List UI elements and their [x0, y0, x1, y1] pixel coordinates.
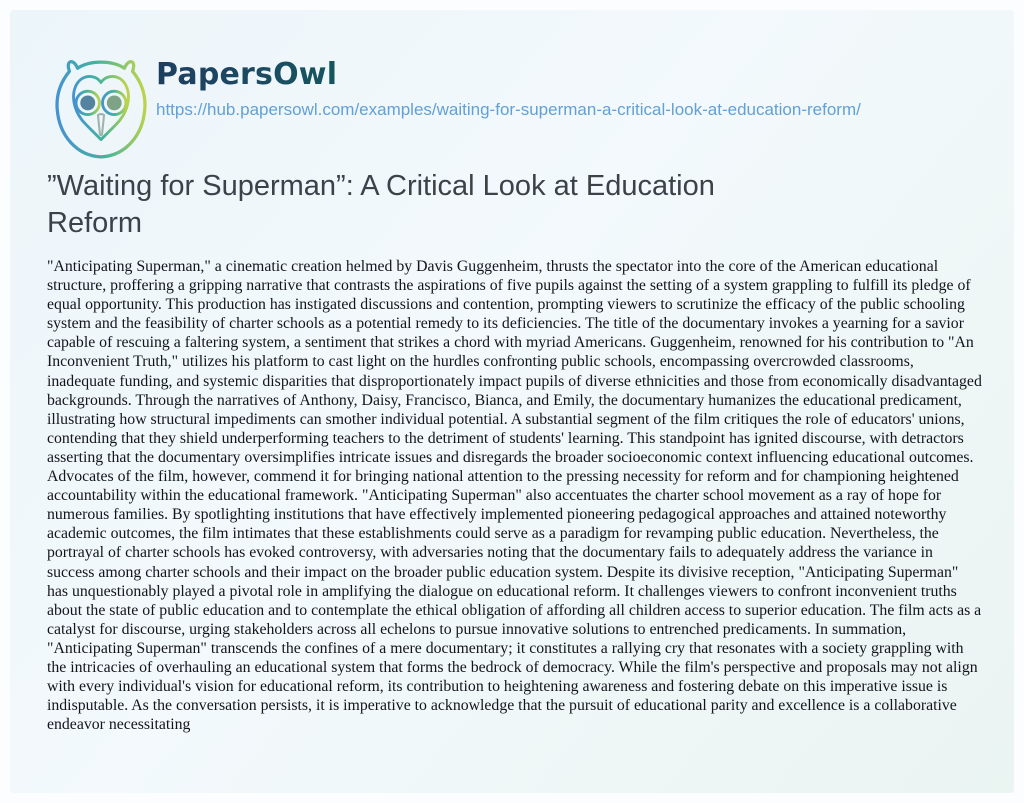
owl-logo-icon [50, 55, 152, 163]
article-body: "Anticipating Superman," a cinematic creation helmed by Davis Guggenheim, thrusts the spectator into the core of the American educational structure, proffering a gripping narrative that contrasts the aspirations of five pupils against the setting of a system grappling to fulfill its pledge of equal opportunity. This production has instigated discussions and contention, prompting viewers to scrutinize the efficacy of the public schooling system and the feasibility of charter schools as a potential remedy to its deficiencies. The title of the documentary invokes a yearning for a savior capable of rescuing a faltering system, a sentiment that strikes a chord with myriad Americans. Guggenheim, renowned for his contribution to "An Inconvenient Truth," utilizes his platform to cast light on the hurdles confronting public schools, encompassing overcrowded classrooms, inadequate funding, and systemic disparities that disproportionately impact pupils of diverse ethnicities and those from economically disadvantaged backgrounds. Through the narratives of Anthony, Daisy, Francisco, Bianca, and Emily, the documentary humanizes the educational predicament, illustrating how structural impediments can smother individual potential. A substantial segment of the film critiques the role of educators' unions, contending that they shield underperforming teachers to the detriment of students' learning. This standpoint has ignited discourse, with detractors asserting that the documentary oversimplifies intricate issues and disregards the broader socioeconomic context influencing educational outcomes. Advocates of the film, however, commend it for bringing national attention to the pressing necessity for reform and for championing heightened accountability within the educational framework. "Anticipating Superman" also accentuates the charter school movement as a ray of hope for numerous families. By spotlighting institutions that have effectively implemented pioneering pedagogical approaches and attained noteworthy academic outcomes, the film intimates that these establishments could serve as a paradigm for revamping public education. Nevertheless, the portrayal of charter schools has evoked controversy, with adversaries noting that the documentary fails to adequately address the variance in success among charter schools and their impact on the broader public education system. Despite its divisive reception, "Anticipating Superman" has unquestionably played a pivotal role in amplifying the dialogue on educational reform. It challenges viewers to confront inconvenient truths about the state of public education and to contemplate the ethical obligation of affording all children access to superior education. The film acts as a catalyst for discourse, urging stakeholders across all echelons to pursue innovative solutions to entrenched predicaments. In summation, "Anticipating Superman" transcends the confines of a mere documentary; it constitutes a rallying cry that resonates with a society grappling with the intricacies of overhauling an educational system that forms the bedrock of democracy. While the film's perspective and proposals may not align with every individual's vision for educational reform, its contribution to heightening awareness and fostering debate on this imperative issue is indisputable. As the conversation persists, it is imperative to acknowledge that the pursuit of educational parity and excellence is a collaborative endeavor necessitating [47, 258, 982, 734]
article-title: ”Waiting for Superman”: A Critical Look at Education Reform [47, 170, 715, 239]
source-url: https://hub.papersowl.com/examples/waiting-for-superman-a-critical-look-at-education-reform/ [156, 100, 861, 119]
brand-name: PapersOwl [156, 57, 338, 92]
site-header [50, 55, 906, 163]
masthead-text [156, 55, 906, 121]
document-page [10, 10, 1014, 793]
